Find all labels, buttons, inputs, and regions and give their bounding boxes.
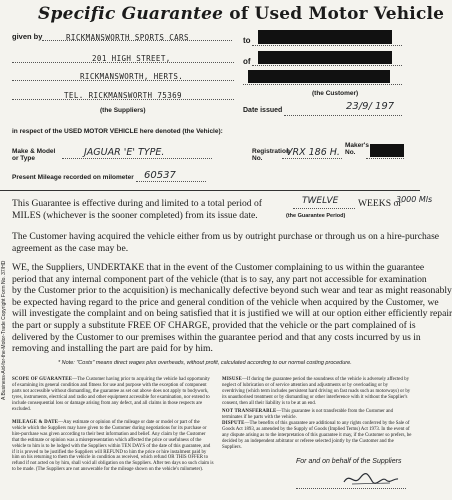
guarantee-period-line1 xyxy=(12,198,262,210)
signature-line xyxy=(296,488,406,489)
supplier-tel: TEL. RICKMANSWORTH 75369 xyxy=(64,91,182,100)
supplier-address-2: RICKMANSWORTH, HERTS. xyxy=(80,72,184,81)
of-line-2 xyxy=(243,84,402,85)
mileage-label: Present Mileage recorded on milometer xyxy=(12,174,134,181)
makers-label: Maker's No. xyxy=(345,142,369,156)
supplier-name: RICKMANSWORTH SPORTS CARS xyxy=(66,33,189,42)
transfer-text: —This guarantee is not transferable from the Customer and terminates if he parts with the vehicle. xyxy=(222,409,394,420)
make-label: Make & Model or Type xyxy=(12,148,56,162)
mileage-line xyxy=(136,181,206,182)
make-value: JAGUAR 'E' TYPE. xyxy=(84,147,165,158)
redacted-customer-name xyxy=(258,30,392,44)
signature xyxy=(342,470,400,488)
weeks-line xyxy=(293,208,355,209)
document-title xyxy=(38,4,444,24)
registration-line xyxy=(282,158,342,159)
customer-caption: (the Customer) xyxy=(312,90,359,97)
date-issued-line xyxy=(284,115,402,116)
registration-value: VRX 186 H. xyxy=(286,147,340,158)
guarantee-p2: The Customer having acquired the vehicle either from us by outright purchase or through us on a hire-purchase agreement as the case may be. xyxy=(12,231,440,254)
fine-print-misuse xyxy=(222,377,412,407)
guarantee-p1-b: WEEKS or xyxy=(358,198,402,209)
misuse-text: —If during the guarantee period the soundness of the vehicle is adversely affected by neglect of lubrication or of service attention and adjustments or by overloading or by overdriving (which term includes persistent hard driving on fast roads such as motorways) or by its unauthorised treatment or by dismantling or other interference with it without the Supplier's consent, then all their liability is to be at an end. xyxy=(222,377,411,406)
signature-caption: For and on behalf of the Suppliers xyxy=(296,458,402,465)
fine-print-scope xyxy=(12,377,214,412)
misuse-heading: MISUSE xyxy=(222,377,242,382)
separator xyxy=(0,190,420,191)
scope-text: —The Customer having prior to acquiring the vehicle had opportunity of examining its general condition and fitness for use and purpose with the exception of component parts not accessible without dismantling, the guarantee as set out above does not apply to bodywork, tyres, instruments, electrical and radio and other equipment accessible for examination, nor extend to include consequential loss or damage arising from any defect, and all claims in those respects are excluded. xyxy=(12,377,210,412)
miles-value: 3000 Mls xyxy=(396,195,433,204)
make-line xyxy=(62,158,212,159)
title-rest: of Used Motor Vehicle xyxy=(229,4,445,24)
title-guarantee: Guarantee xyxy=(121,4,224,24)
supplier-caption: (the Suppliers) xyxy=(100,107,146,114)
vehicle-intro: in respect of the USED MOTOR VEHICLE here denoted (the Vehicle): xyxy=(12,128,223,135)
transfer-heading: NOT TRANSFERABLE xyxy=(222,409,277,414)
of-label: of xyxy=(243,57,251,66)
guarantee-p1-c: MILES (whichever is the sooner completed) from its issue date. xyxy=(12,210,258,221)
guarantee-p1-a: This Guarantee is effective during and limited to a total period of xyxy=(12,198,262,209)
fine-print-mileage xyxy=(12,420,214,473)
date-issued-value: 23/9/ 197 xyxy=(346,101,395,112)
supplier-address-1: 201 HIGH STREET, xyxy=(92,54,171,63)
to-line xyxy=(252,45,402,46)
dispute-heading: DISPUTE xyxy=(222,421,245,426)
fine-print-transfer xyxy=(222,409,412,421)
scope-heading: SCOPE OF GUARANTEE xyxy=(12,377,73,382)
makers-line xyxy=(366,158,404,159)
costs-note: * Note: "Costs" means direct wages plus overheads, without profit, calculated according to our normal costing procedure. xyxy=(58,360,352,366)
mileage-text: —Any estimate or opinion of the mileage or date or model or part of the vehicle which the Suppliers may have given to the Customer during negotiations for its purchase or hire-purchase was given according to their best information and belief. Any claim by the Customer that the estimate or opinion was a misrepresentation which affected the price or usefulness of the vehicle to him is to be lodged with the Suppliers within TEN DAYS of the date of this guarantee, and if it is proved to be justified the Suppliers will REFUND to him the price or hire instalment paid by him on his returning to them the vehicle in condition as received, which refund OR THIS OFFER to refund if not acted on by him, shall void all obligation on the Suppliers. After ten days no such claim is to be made. (The Suppliers are not answerable for the mileage shown on the vehicle's milometer). xyxy=(12,420,214,473)
guarantee-period-caption: (the Guarantee Period) xyxy=(286,213,346,219)
to-label: to xyxy=(243,36,251,45)
redacted-makers-no xyxy=(370,144,404,157)
weeks-value: TWELVE xyxy=(302,196,339,206)
mileage-heading: MILEAGE & DATE xyxy=(12,420,59,425)
redacted-customer-address-1 xyxy=(258,51,392,64)
mileage-value: 60537 xyxy=(144,170,176,181)
fine-print-dispute xyxy=(222,421,412,451)
guarantee-p3: WE, the Suppliers, UNDERTAKE that in the event of the Customer complaining to us within the guarantee period that any internal component part of the vehicle (that is to say, any part not accessible for examination by the Customer prior to the acquisition) is mechanically defective beyond such wear and tear as might reasonably be expected having regard to the price and general condition of the vehicle when acquired by the Customer, we will investigate the complaint and on being satisfied that it is justified we will at our option either efficiently repair the part or supply a substitute FREE OF CHARGE, provided that the vehicle or the part complained of is delivered by the Customer to our premises within the guarantee period and that any costs incurred by us in removing and installing the part are paid for by him. xyxy=(12,262,452,355)
of-line-1 xyxy=(252,65,402,66)
title-specific: Specific xyxy=(38,4,116,24)
dispute-text: —The benefits of this guarantee are additional to any rights conferred by the Sale of Goods Act 1893, as amended by the Supply of Goods (Implied Terms) Act 1973. In the event of any dispute arising as to the interpretation of this guarantee it may, if the Customer so prefers, be decided by an independent arbitrator or referee selected jointly by the Customer and the Suppliers. xyxy=(222,421,412,450)
date-issued-label: Date issued xyxy=(243,107,283,114)
registration-label: Registration No. xyxy=(252,148,290,162)
given-by-label: given by xyxy=(12,32,43,41)
side-copyright xyxy=(1,170,9,400)
redacted-customer-address-2 xyxy=(248,70,390,83)
side-copyright-text: A Business-Aid-for-the-Motor-Trade Copyright Form No. 37/HD xyxy=(1,260,7,400)
